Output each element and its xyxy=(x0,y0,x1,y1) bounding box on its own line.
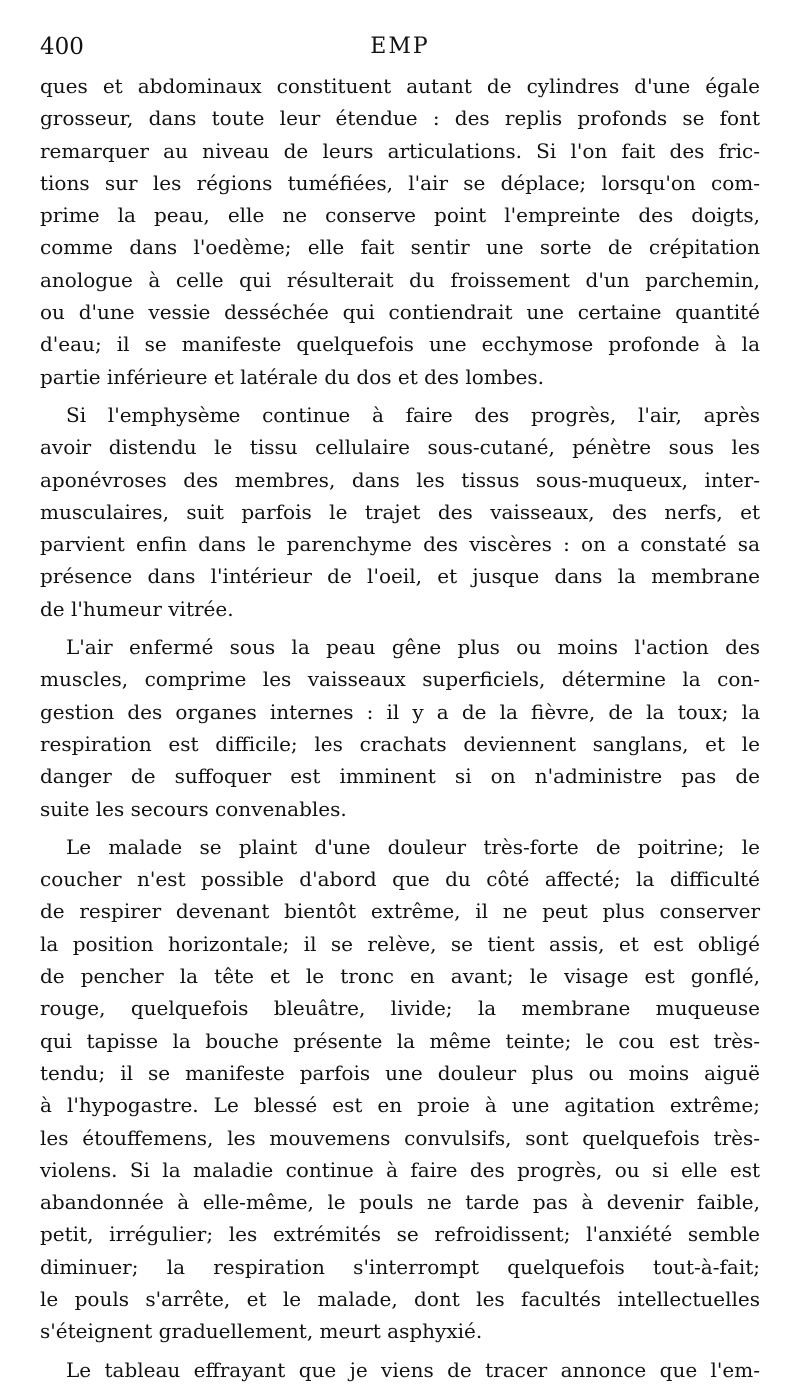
paragraph xyxy=(40,1354,760,1386)
body-text xyxy=(40,70,760,1392)
text-line: danger de suffoquer est imminent si on n'administre pas de xyxy=(40,764,760,789)
page-number: 400 xyxy=(40,34,84,60)
text-line: musculaires, suit parfois le trajet des vaisseaux, des nerfs, et xyxy=(40,499,760,524)
text-line: parvient enfin dans le parenchyme des viscères : on a constaté sa xyxy=(40,532,760,557)
text-line: d'eau; il se manifeste quelquefois une ecchymose profonde à la xyxy=(40,332,760,357)
text-line: ques et abdominaux constituent autant de cylindres d'une égale xyxy=(40,74,760,98)
text-line: de pencher la tête et le tronc en avant; le visage est gonflé, xyxy=(40,964,760,989)
text-line: le pouls s'arrête, et le malade, dont les facultés intellectuelles xyxy=(40,1286,760,1311)
text-line: partie inférieure et latérale du dos et des lombes. xyxy=(40,364,545,389)
text-line: abandonnée à elle-même, le pouls ne tarde pas à devenir faible, xyxy=(40,1190,760,1215)
text-line: diminuer; la respiration s'interrompt quelquefois tout-à-fait; xyxy=(40,1254,760,1279)
text-line: tions sur les régions tuméfiées, l'air se déplace; lorsqu'on com- xyxy=(40,170,760,195)
text-line: coucher n'est possible d'abord que du côté affecté; la difficulté xyxy=(40,867,760,892)
page-header xyxy=(40,30,760,64)
text-line: gestion des organes internes : il y a de la fièvre, de la toux; la xyxy=(40,699,760,724)
text-line: grosseur, dans toute leur étendue : des replis profonds se font xyxy=(40,106,760,131)
text-line: tendu; il se manifeste parfois une douleur plus ou moins aiguë xyxy=(40,1060,760,1085)
text-line: L'air enfermé sous la peau gêne plus ou moins l'action des xyxy=(66,635,760,660)
text-line: de respirer devenant bientôt extrême, il ne peut plus conserver xyxy=(40,899,760,924)
text-line: violens. Si la maladie continue à faire des progrès, ou si elle est xyxy=(40,1157,760,1182)
text-line: ou d'une vessie desséchée qui contiendrait une certaine quantité xyxy=(40,300,760,325)
text-line: les étouffemens, les mouvemens convulsifs, sont quelquefois très- xyxy=(40,1125,760,1150)
text-line: respiration est difficile; les crachats deviennent sanglans, et le xyxy=(40,731,760,756)
text-line: avoir distendu le tissu cellulaire sous-cutané, pénètre sous les xyxy=(40,435,760,460)
text-line: aponévroses des membres, dans les tissus sous-muqueux, inter- xyxy=(40,467,760,492)
paragraph xyxy=(40,70,760,393)
text-line: petit, irrégulier; les extrémités se refroidissent; l'anxiété semble xyxy=(40,1222,760,1247)
text-line: à l'hypogastre. Le blessé est en proie à une agitation extrême; xyxy=(40,1093,760,1118)
text-line: suite les secours convenables. xyxy=(40,796,347,821)
paragraph xyxy=(40,399,760,625)
text-line: présence dans l'intérieur de l'oeil, et jusque dans la membrane xyxy=(40,564,760,589)
text-line: remarquer au niveau de leurs articulations. Si l'on fait des fric- xyxy=(40,138,760,163)
text-line: s'éteignent graduellement, meurt asphyxié. xyxy=(40,1319,483,1344)
text-line: rouge, quelquefois bleuâtre, livide; la membrane muqueuse xyxy=(40,996,760,1021)
text-line: Si l'emphysème continue à faire des progrès, l'air, après xyxy=(66,402,760,427)
text-line: muscles, comprime les vaisseaux superficiels, détermine la con- xyxy=(40,667,760,692)
text-line: qui tapisse la bouche présente la même teinte; le cou est très- xyxy=(40,1028,760,1053)
text-line: Le tableau effrayant que je viens de tracer annonce que l'em- xyxy=(66,1357,760,1382)
running-head: EMP xyxy=(370,34,430,59)
text-line: comme dans l'oedème; elle fait sentir une sorte de crépitation xyxy=(40,235,760,260)
text-line: Le malade se plaint d'une douleur très-forte de poitrine; le xyxy=(66,834,760,859)
text-line: anologue à celle qui résulterait du froissement d'un parchemin, xyxy=(40,267,760,292)
paragraph xyxy=(40,631,760,825)
text-line: prime la peau, elle ne conserve point l'empreinte des doigts, xyxy=(40,203,760,228)
text-line: la position horizontale; il se relève, se tient assis, et est obligé xyxy=(40,931,760,956)
text-line: de l'humeur vitrée. xyxy=(40,596,234,621)
paragraph xyxy=(40,831,760,1348)
